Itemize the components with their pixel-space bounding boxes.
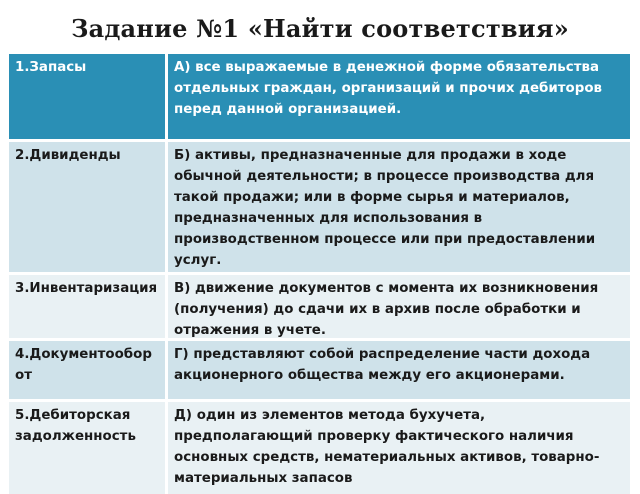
term-cell-1 [9,54,165,139]
definition-label: Б) активы, предназначенные для продажи в ходе обычной деятельности; в процессе производства для такой продажи; или в форме сырья и материалов, предназначенных для использования в производственном процессе или при предоставлении услуг. [174,148,596,268]
term-label: 1.Запасы [15,60,87,75]
definition-label: Д) один из элементов метода бухучета, предполагающий проверку фактического наличия основных средств, нематериальных активов, товарно-материальных запасов [174,408,600,486]
definition-label: А) все выражаемые в денежной форме обязательства отдельных граждан, организаций и прочих дебиторов перед данной организацией. [174,60,603,117]
term-label: 5.Дебиторская задолженность [15,408,136,444]
term-cell-4 [9,341,165,399]
term-cell-2 [9,142,165,272]
term-cell-5 [9,402,165,494]
definition-cell-3 [168,275,630,338]
term-label: 4.Документооборот [15,347,152,383]
matching-table [9,54,630,494]
term-cell-3 [9,275,165,338]
term-label: 2.Дивиденды [15,148,121,163]
page-title: Задание №1 «Найти соответствия» [71,14,569,43]
definition-cell-2 [168,142,630,272]
term-label: 3.Инвентаризация [15,281,158,296]
definition-cell-4 [168,341,630,399]
definition-cell-5 [168,402,630,494]
definition-label: Г) представляют собой распределение части дохода акционерного общества между его акционерами. [174,347,591,383]
definition-cell-1 [168,54,630,139]
definition-label: В) движение документов с момента их возникновения (получения) до сдачи их в архив после обработки и отражения в учете. [174,281,599,338]
